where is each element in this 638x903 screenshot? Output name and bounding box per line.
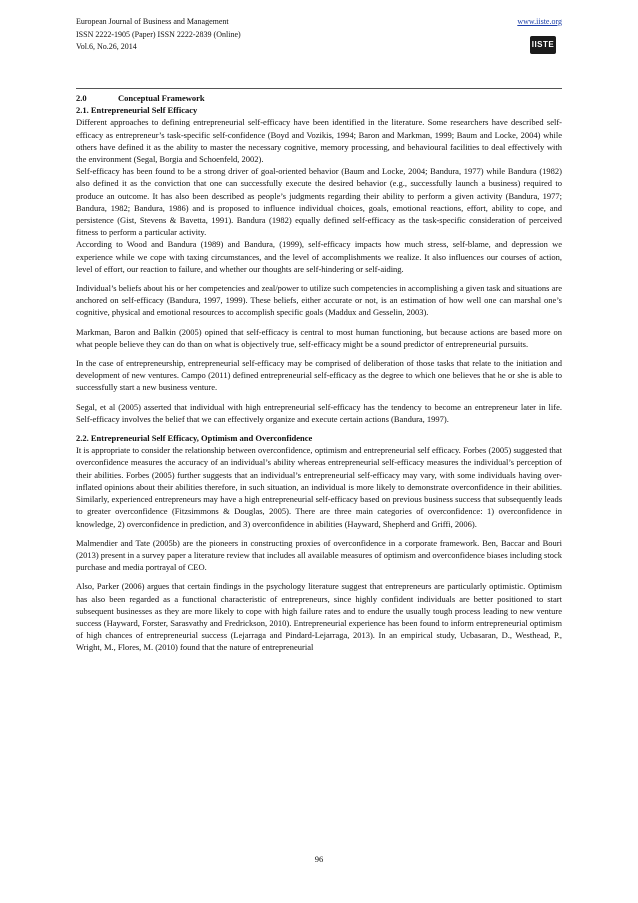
- header-divider: [76, 88, 562, 89]
- subsection-heading-2-1: 2.1. Entrepreneurial Self Efficacy: [76, 105, 198, 116]
- journal-name: European Journal of Business and Management: [76, 17, 229, 26]
- paragraph-10: Also, Parker (2006) argues that certain findings in the psychology literature suggest that entrepreneurs are particularly optimistic. Optimism has also been regarded as a functional characteristic of entrepreneurs, since highly confident individuals are better positioned to start subsequent businesses as they are more likely to cope with high failure rates and to endure the usually tough process leading to new venture success (Hayward, Forster, Sarasvathy and Fredrickson, 2010). Entrepreneurial experience has been found to inform entrepreneurial optimism of high chances of entrepreneurial success (Lejarraga and Pindard-Lejarraga, 2013). In an empirical study, Ucbasaran, D., Westhead, P., Wright, M., Flores, M. (2010) found that the nature of entrepreneurial: [76, 581, 562, 653]
- paragraph-6: In the case of entrepreneurship, entrepreneurial self-efficacy may be comprised of deliberation of those tasks that relate to the initiation and development of new ventures. Campo (2011) defined entrepreneurial self-efficacy as the degree to which one believes that he or she is able to successfully start a new business venture.: [76, 358, 562, 393]
- journal-volume: Vol.6, No.26, 2014: [76, 42, 137, 51]
- paragraph-5: Markman, Baron and Balkin (2005) opined that self-efficacy is central to most human functioning, but because actions are based more on what people believe they can do than on what is objectively true, self-efficacy might be a sound predictor of entrepreneurial pursuits.: [76, 326, 562, 349]
- paragraph-1: Different approaches to defining entrepreneurial self-efficacy have been identified in the literature. Some researchers have described self-efficacy as entrepreneur’s task-specific self-confidence (Boyd and Vozikis, 1994; Baron and Markman, 1999; Baum and Locke, 2004) while others have defined it as the ability to master the necessary cognitive, memory processing, and behavioural facilities to deal effectively with the environment (Segal, Borgia and Schoenfeld, 2002).: [76, 117, 562, 165]
- paragraph-2: Self-efficacy has been found to be a strong driver of goal-oriented behavior (Baum and Locke, 2004; Bandura, 1977) while Bandura (1982) also defined it as the conviction that one can successfully execute the desired behavior (e.g., successfully launch a business) required to produce an outcome. It has also been described as people’s judgments regarding their ability to perform a given activity (Bandura, 1977; Bandura, 1982; Bandura, 1986) and is proposed to influence individual choices, goals, emotional reactions, effort, ability to cope, and persistence (Gist, Stevens & Bavetta, 1991). Bandura (1982) equally defined self-efficacy as the task-specific consideration of perceived fitness to perform a particular activity.: [76, 166, 562, 238]
- section-number: 2.0: [76, 93, 87, 103]
- section-title: Conceptual Framework: [118, 93, 205, 103]
- journal-url-link[interactable]: www.iiste.org: [517, 17, 562, 26]
- article-body: [76, 92, 562, 661]
- paragraph-3: According to Wood and Bandura (1989) and Bandura, (1999), self-efficacy impacts how much stress, self-blame, and depression we experience while we cope with taxing circumstances, and the level of accomplishments we realize. It also influences our courses of action, level of effort, our reaction to failure, and whether our thoughts are self-hindering or self-aiding.: [76, 239, 562, 274]
- page-number: 96: [314, 854, 324, 864]
- paragraph-9: Malmendier and Tate (2005b) are the pioneers in constructing proxies of overconfidence in a corporate framework. Ben, Baccar and Bouri (2013) present in a survey paper a literature review that includes all available measures of optimism and overconfidence biases including stock purchase and media portrayal of CEO.: [76, 537, 562, 573]
- logo-text: IISTE: [531, 39, 555, 49]
- iiste-logo: [530, 36, 556, 54]
- page-header: [76, 16, 562, 72]
- subsection-heading-2-2: 2.2. Entrepreneurial Self Efficacy, Optimism and Overconfidence: [76, 433, 313, 444]
- paragraph-8: It is appropriate to consider the relationship between overconfidence, optimism and entrepreneurial self efficacy. Forbes (2005) suggested that overconfidence measures the accuracy of an individual’s ability whereas entrepreneurial self-efficacy measures the individual’s perception of their abilities. Forbes (2005) further suggests that an individual’s entrepreneurial self-efficacy may vary, with some individuals having over-inflated opinions about their abilities therefore, in such situation, an individual is more likely to demonstrate overconfidence in their abilities. Similarly, experienced entrepreneurs may have a high entrepreneurial self-efficacy based on previous business success that subsequently leads to greater overconfidence (Fitzsimmons & Douglas, 2005). There are three main categories of overconfidence: 1) overconfidence in knowledge, 2) overconfidence in prediction, and 3) overconfidence in abilities (Hayward, Shepherd and Griffi, 2006).: [76, 445, 562, 529]
- paragraph-4: Individual’s beliefs about his or her competencies and zeal/power to utilize such competencies in accomplishing a given task and situations are anchored on self-efficacy (Bandura, 1997, 1999). These beliefs, either accurate or not, is an estimation of how well one can marshal one’s cognitive, physical and emotional resources to accomplish specific goals (Maddux and Gesselin, 2003).: [76, 283, 562, 318]
- section-heading: [76, 92, 562, 104]
- journal-issn: ISSN 2222-1905 (Paper) ISSN 2222-2839 (Online): [76, 29, 241, 39]
- paragraph-7: Segal, et al (2005) asserted that individual with high entrepreneurial self-efficacy has the tendency to become an entrepreneur later in life. Self-efficacy involves the belief that we can effectively organize and execute certain actions (Bandura, 1997).: [76, 401, 562, 424]
